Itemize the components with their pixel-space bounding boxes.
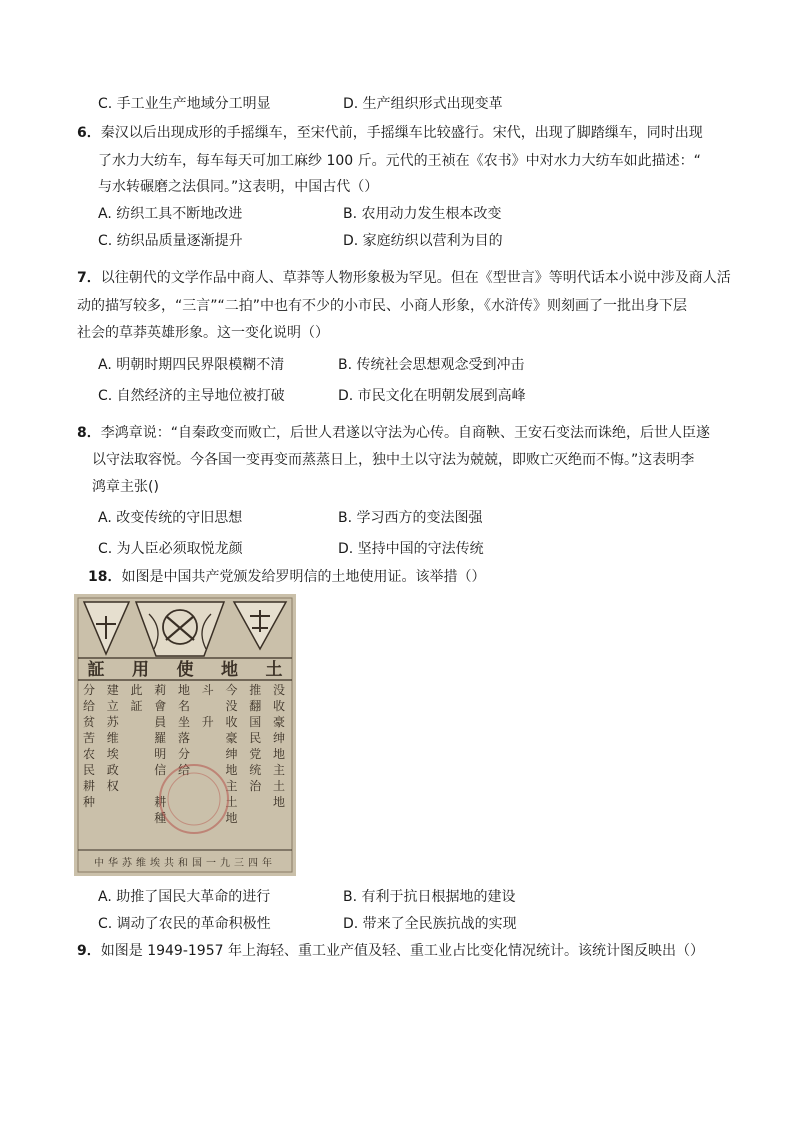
q18-option-b: B. 有利于抗日根据地的建设	[343, 889, 516, 905]
certificate-char: 員	[154, 715, 167, 729]
certificate-char: 维	[106, 731, 119, 745]
q18-stem	[88, 568, 485, 586]
q8-text-1: 李鸿章说：“自秦政变而败亡，后世人君遂以守法为心传。自商鞅、王安石变法而诛绝，后世人臣遂	[100, 425, 711, 441]
certificate-title-char: 用	[132, 660, 149, 680]
q6-number: 6．	[77, 125, 101, 141]
certificate-char: 国	[249, 715, 262, 729]
certificate-char: 绅	[225, 747, 238, 761]
certificate-title-char: 使	[176, 660, 194, 680]
q7-option-b: B. 传统社会思想观念受到冲击	[338, 357, 525, 373]
q7-stem-line-3: 社会的草莽英雄形象。这一变化说明（）	[77, 325, 329, 341]
q9-text: 如图是 1949-1957 年上海轻、重工业产值及轻、重工业占比变化情况统计。该统计图反映出（）	[100, 943, 704, 959]
certificate-column	[107, 682, 120, 793]
certificate-bottom-text: 中华苏维埃共和国一九三四年	[94, 858, 276, 869]
q8-option-b: B. 学习西方的变法图强	[338, 510, 483, 526]
certificate-char: 党	[249, 747, 262, 761]
certificate-char: 翻	[249, 699, 262, 713]
q18-option-c: C. 调动了农民的革命积极性	[98, 916, 271, 932]
certificate-char: 苦	[82, 731, 96, 745]
certificate-char: 收	[272, 699, 286, 713]
certificate-char: 耕	[82, 779, 96, 793]
certificate-char: 分	[177, 747, 191, 761]
q8-stem-line-2: 以守法取容悦。今各国一变再变而蒸蒸日上，独中土以守法为兢兢，即败亡灭绝而不悔。”这表明李	[92, 452, 695, 468]
certificate-char: 埃	[106, 747, 119, 761]
certificate-char: 给	[82, 699, 96, 713]
certificate-char: 此	[130, 683, 143, 697]
certificate-char: 民	[82, 763, 96, 777]
certificate-char: 主	[225, 779, 238, 793]
q8-option-c: C. 为人臣必须取悦龙颜	[98, 541, 243, 557]
certificate-char: 耕	[154, 795, 167, 809]
q6-option-a: A. 纺织工具不断地改进	[98, 206, 243, 222]
certificate-char: 土	[225, 795, 238, 809]
certificate-char: 没	[272, 683, 286, 697]
q7-stem-line-1	[77, 269, 731, 287]
q7-text-1: 以往朝代的文学作品中商人、草莽等人物形象极为罕见。但在《型世言》等明代话本小说中涉及商人活	[100, 270, 731, 286]
q18-option-a: A. 助推了国民大革命的进行	[98, 889, 271, 905]
q6-stem-line-3: 与水转碾磨之法俱同。”这表明，中国古代（）	[98, 179, 379, 195]
certificate-char: 名	[177, 699, 191, 713]
certificate-char: 今	[225, 683, 238, 697]
q18-number: 18．	[88, 569, 122, 585]
certificate-char: 地	[272, 795, 286, 809]
q6-text-1: 秦汉以后出现成形的手摇缫车，至宋代前，手摇缫车比较盛行。宋代，出现了脚踏缫车，同时出现	[100, 125, 703, 141]
certificate-char: 推	[249, 683, 262, 697]
certificate-char: 分	[82, 683, 96, 697]
certificate-char: 苏	[106, 715, 119, 729]
certificate-char: 主	[272, 763, 286, 777]
certificate-char: 收	[225, 715, 238, 729]
q6-stem-line-1	[77, 124, 703, 142]
q7-option-d: D. 市民文化在明朝发展到高峰	[338, 388, 526, 404]
certificate-title-char: 土	[265, 660, 283, 680]
certificate-char: 种	[82, 795, 96, 809]
certificate-char: 立	[106, 699, 119, 713]
certificate-char: 给	[177, 763, 191, 777]
certificate-char: 地	[177, 683, 191, 697]
certificate-char: 豪	[225, 731, 238, 745]
certificate-char: 種	[154, 811, 167, 825]
q8-number: 8．	[77, 425, 101, 441]
q6-stem-line-2: 了水力大纺车，每车每天可加工麻纱 100 斤。元代的王祯在《农书》中对水力大纺车如此描述：“	[98, 153, 701, 169]
certificate-char: 地	[225, 763, 238, 777]
q9-number: 9．	[77, 943, 101, 959]
q7-option-a: A. 明朝时期四民界限模糊不清	[98, 357, 285, 373]
certificate-char: 斗	[201, 683, 214, 697]
q7-number: 7．	[77, 270, 101, 286]
certificate-char: 莉	[154, 683, 167, 697]
certificate-char: 权	[106, 779, 119, 793]
certificate-char: 升	[201, 715, 214, 729]
certificate-char: 统	[249, 763, 262, 777]
certificate-char: 没	[225, 699, 238, 713]
certificate-char: 民	[249, 731, 262, 745]
certificate-char: 落	[177, 731, 191, 745]
q8-option-d: D. 坚持中国的守法传统	[338, 541, 484, 557]
certificate-title-char: 証	[87, 660, 105, 680]
certificate-char: 农	[82, 747, 96, 761]
certificate-title-char: 地	[221, 660, 238, 680]
certificate-char: 政	[106, 763, 119, 777]
land-certificate-drawing	[74, 594, 296, 876]
q8-stem-line-1	[77, 424, 710, 442]
certificate-char: 地	[272, 747, 286, 761]
certificate-char: 羅	[154, 731, 167, 745]
q8-stem-line-3: 鸿章主张()	[92, 479, 159, 495]
certificate-char: 贫	[82, 715, 96, 729]
q18-option-d: D. 带来了全民族抗战的实现	[343, 916, 517, 932]
certificate-char: 信	[154, 763, 167, 777]
certificate-char: 土	[272, 779, 286, 793]
q6-option-c: C. 纺织品质量逐渐提升	[98, 233, 243, 249]
q6-option-b: B. 农用动力发生根本改变	[343, 206, 502, 222]
land-certificate-image	[74, 594, 296, 876]
certificate-char: 绅	[272, 731, 286, 745]
certificate-column	[249, 682, 262, 793]
q18-text: 如图是中国共产党颁发给罗明信的土地使用证。该举措（）	[121, 569, 486, 585]
certificate-char: 豪	[272, 715, 286, 729]
certificate-char: 治	[249, 779, 262, 793]
q9-stem	[77, 942, 704, 960]
certificate-char: 地	[225, 811, 238, 825]
q7-option-c: C. 自然经济的主导地位被打破	[98, 388, 285, 404]
certificate-char: 坐	[177, 715, 191, 729]
q5-option-d: D. 生产组织形式出现变革	[343, 96, 503, 112]
q8-option-a: A. 改变传统的守旧思想	[98, 510, 243, 526]
certificate-char: 証	[130, 699, 143, 713]
certificate-char: 會	[154, 699, 167, 713]
certificate-char: 建	[106, 683, 119, 697]
q7-stem-line-2: 动的描写较多，“三言”“二拍”中也有不少的小市民、小商人形象，《水浒传》则刻画了一批出身下层	[77, 298, 688, 314]
q6-option-d: D. 家庭纺织以营利为目的	[343, 233, 503, 249]
certificate-char: 明	[154, 747, 167, 761]
q5-option-c: C. 手工业生产地域分工明显	[98, 96, 271, 112]
